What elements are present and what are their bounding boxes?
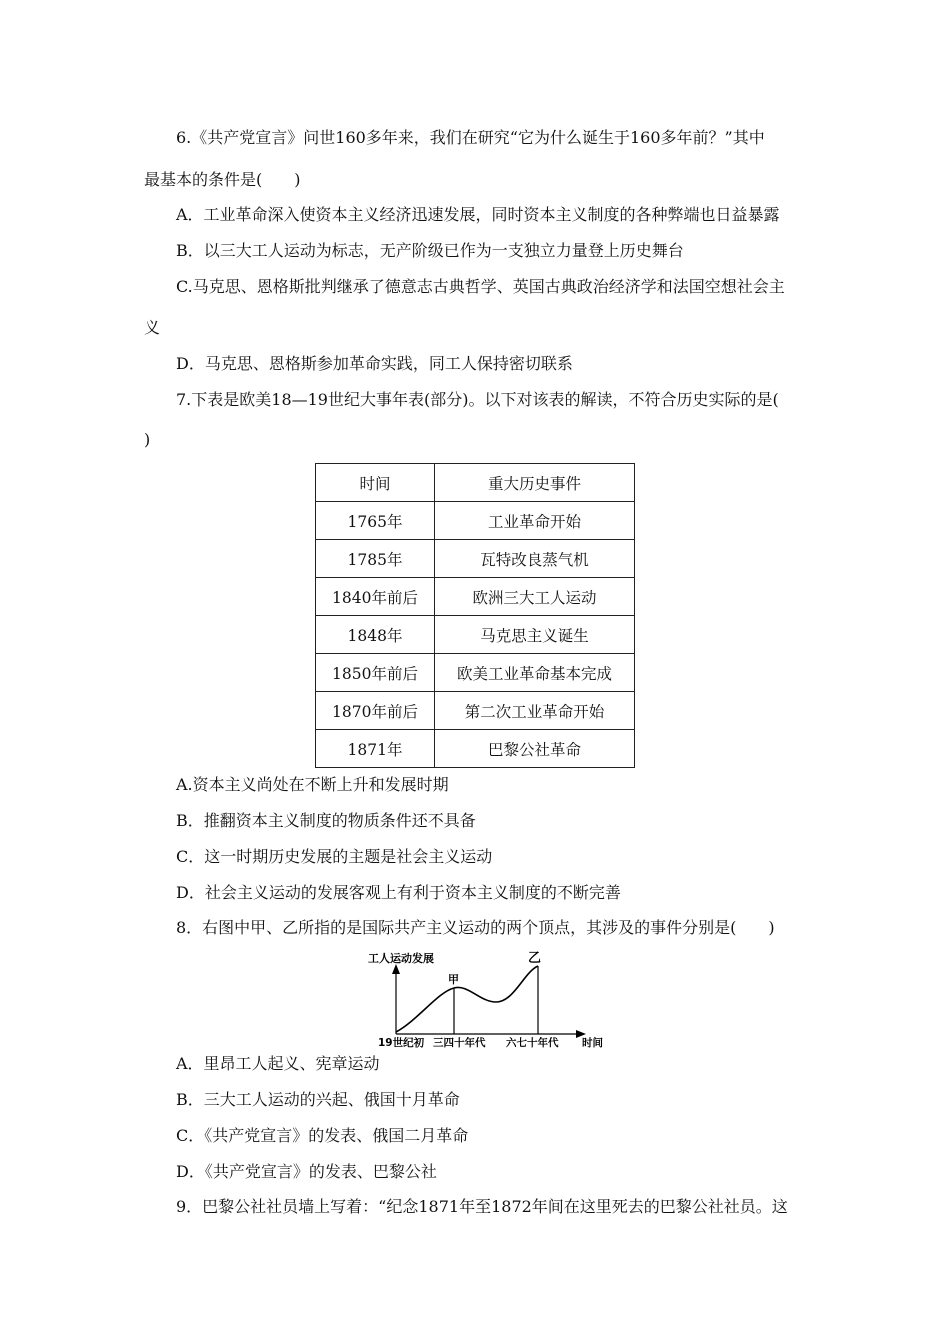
q6-option-d: D．马克思、恩格斯参加革命实践，同工人保持密切联系 xyxy=(176,354,573,373)
q9-stem-line1: 9．巴黎公社社员墙上写着：“纪念1871年至1872年间在这里死去的巴黎公社社员。这 xyxy=(176,1197,788,1216)
table-cell-event: 欧洲三大工人运动 xyxy=(435,578,635,616)
q6-option-b: B．以三大工人运动为标志，无产阶级已作为一支独立力量登上历史舞台 xyxy=(176,241,684,260)
table-cell-time: 1785年 xyxy=(316,540,435,578)
q8-option-d: D．《共产党宣言》的发表、巴黎公社 xyxy=(176,1162,437,1181)
table-cell-time: 1840年前后 xyxy=(316,578,435,616)
q6-option-c-line2: 义 xyxy=(144,318,161,337)
table-row xyxy=(316,540,635,578)
workers-movement-figure xyxy=(368,950,618,1048)
q6-option-c-line1: C.马克思、恩格斯批判继承了德意志古典哲学、英国古典政治经济学和法国空想社会主 xyxy=(176,277,785,296)
y-axis-label: 工人运动发展 xyxy=(368,952,434,965)
table-header-cell: 时间 xyxy=(316,464,435,502)
x-axis-label: 时间 xyxy=(582,1037,603,1048)
table-row xyxy=(316,578,635,616)
table-row xyxy=(316,692,635,730)
table-cell-time: 1870年前后 xyxy=(316,692,435,730)
table-cell-event: 欧美工业革命基本完成 xyxy=(435,654,635,692)
table-cell-time: 1871年 xyxy=(316,730,435,768)
q8-option-b: B．三大工人运动的兴起、俄国十月革命 xyxy=(176,1090,460,1109)
table-cell-time: 1765年 xyxy=(316,502,435,540)
table-row xyxy=(316,616,635,654)
q7-option-d: D．社会主义运动的发展客观上有利于资本主义制度的不断完善 xyxy=(176,883,621,902)
table-header-cell: 重大历史事件 xyxy=(435,464,635,502)
peak1-label: 甲 xyxy=(448,973,459,986)
table-header-row xyxy=(316,464,635,502)
table-cell-time: 1850年前后 xyxy=(316,654,435,692)
table-cell-event: 马克思主义诞生 xyxy=(435,616,635,654)
q7-option-a: A.资本主义尚处在不断上升和发展时期 xyxy=(176,775,449,794)
x-tick-19th-century: 19世纪初 xyxy=(378,1037,425,1048)
q8-option-a: A．里昂工人起义、宪章运动 xyxy=(176,1054,380,1073)
q6-option-a: A．工业革命深入使资本主义经济迅速发展，同时资本主义制度的各种弊端也日益暴露 xyxy=(176,205,780,224)
q6-stem-line2: 最基本的条件是( ) xyxy=(144,170,301,189)
x-tick-1830s-40s: 三四十年代 xyxy=(433,1037,486,1048)
y-axis-arrow xyxy=(392,964,400,974)
table-row xyxy=(316,654,635,692)
table-cell-time: 1848年 xyxy=(316,616,435,654)
events-table xyxy=(315,463,635,768)
q7-option-b: B．推翻资本主义制度的物质条件还不具备 xyxy=(176,811,476,830)
table-cell-event: 巴黎公社革命 xyxy=(435,730,635,768)
q7-stem-line2: ) xyxy=(144,430,151,449)
table-cell-event: 工业革命开始 xyxy=(435,502,635,540)
q8-stem: 8．右图中甲、乙所指的是国际共产主义运动的两个顶点，其涉及的事件分别是( ) xyxy=(176,918,775,937)
q7-stem-line1: 7.下表是欧美18—19世纪大事年表(部分)。以下对该表的解读，不符合历史实际的是( xyxy=(176,390,779,409)
q6-stem-line1: 6.《共产党宣言》问世160多年来，我们在研究“它为什么诞生于160多年前？”其中 xyxy=(176,128,765,147)
table-cell-event: 第二次工业革命开始 xyxy=(435,692,635,730)
movement-curve xyxy=(396,966,538,1032)
x-tick-1860s-70s: 六七十年代 xyxy=(506,1037,559,1048)
q7-option-c: C．这一时期历史发展的主题是社会主义运动 xyxy=(176,847,493,866)
table-row xyxy=(316,730,635,768)
table-cell-event: 瓦特改良蒸气机 xyxy=(435,540,635,578)
table-row xyxy=(316,502,635,540)
q8-option-c: C．《共产党宣言》的发表、俄国二月革命 xyxy=(176,1126,469,1145)
peak2-label: 乙 xyxy=(528,951,542,966)
